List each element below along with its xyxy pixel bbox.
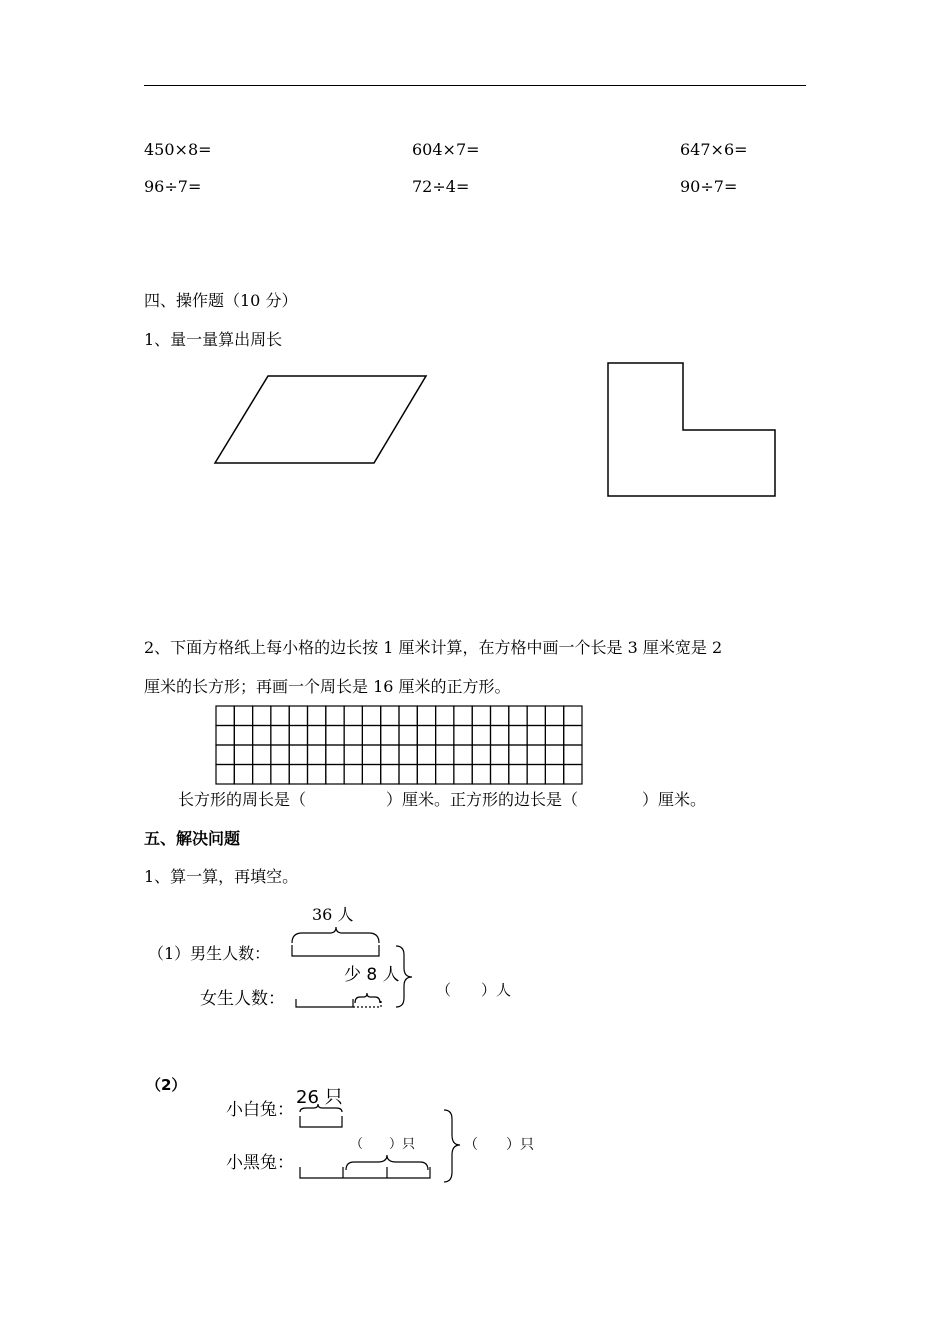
calc-5: 72÷4=: [412, 177, 470, 196]
grid-cell: [308, 745, 326, 765]
grid-cell: [381, 726, 399, 746]
grid-cell: [491, 745, 509, 765]
right-brace-2: [444, 1110, 460, 1182]
grid-cell: [472, 726, 490, 746]
grid-cell: [326, 765, 344, 785]
section4-q1: 1、量一量算出周长: [144, 330, 283, 349]
boys-segment: [292, 945, 379, 956]
grid-cell: [454, 706, 472, 726]
part2-answer: （ ）只: [464, 1137, 534, 1153]
grid-cell: [289, 706, 307, 726]
boys-label: （1）男生人数：: [148, 944, 271, 963]
grid-cell: [216, 706, 234, 726]
grid-cell: [545, 726, 563, 746]
calc-3: 647×6=: [680, 140, 748, 159]
grid-cell: [308, 765, 326, 785]
grid-cell: [399, 726, 417, 746]
grid-cell: [253, 706, 271, 726]
grid-cell: [417, 745, 435, 765]
grid-cell: [472, 706, 490, 726]
grid-cell: [472, 745, 490, 765]
section4-heading: 四、操作题（10 分）: [144, 291, 298, 310]
calc-6: 90÷7=: [680, 177, 738, 196]
grid-cell: [234, 726, 252, 746]
grid-cell: [472, 765, 490, 785]
black-rabbit-label: 小黑兔：: [226, 1153, 294, 1173]
grid-cell: [509, 706, 527, 726]
white-rabbit-count: 26 只: [296, 1087, 343, 1108]
grid-cell: [527, 726, 545, 746]
grid-cell: [436, 706, 454, 726]
grid-cell: [509, 765, 527, 785]
grid-cell: [491, 726, 509, 746]
grid-cell: [491, 706, 509, 726]
less-brace: [355, 993, 380, 1003]
grid-cell: [326, 706, 344, 726]
white-rabbit-label: 小白兔：: [226, 1100, 294, 1120]
calc-2: 604×7=: [412, 140, 480, 159]
grid-cell: [545, 706, 563, 726]
grid-cell: [527, 765, 545, 785]
less-8-label: 少 8 人: [344, 965, 400, 985]
grid-cell: [216, 745, 234, 765]
grid-cell: [271, 706, 289, 726]
black-rabbit-blank: （ ）只: [350, 1137, 416, 1152]
grid-cell: [253, 765, 271, 785]
grid-cell: [344, 726, 362, 746]
grid-cell: [289, 726, 307, 746]
grid-cell: [344, 765, 362, 785]
grid-cell: [564, 765, 582, 785]
grid-cell: [271, 726, 289, 746]
grid-cell: [326, 726, 344, 746]
grid-cell: [527, 706, 545, 726]
grid-cell: [271, 745, 289, 765]
grid-cell: [308, 726, 326, 746]
parallelogram-shape: [215, 376, 426, 463]
grid-cell: [509, 726, 527, 746]
grid-cell: [326, 745, 344, 765]
grid-cell: [417, 726, 435, 746]
grid-cell: [491, 765, 509, 785]
grid-cell: [362, 726, 380, 746]
grid-cell: [253, 726, 271, 746]
total-36-label: 36 人: [312, 905, 354, 924]
grid-cell: [564, 745, 582, 765]
grid-cell: [344, 745, 362, 765]
grid-cell: [216, 726, 234, 746]
grid-cell: [527, 745, 545, 765]
section4-q2-line1: 2、下面方格纸上每小格的边长按 1 厘米计算，在方格中画一个长是 3 厘米宽是 2: [144, 638, 723, 657]
section5-heading: 五、解决问题: [144, 829, 241, 848]
part1-answer: （ ）人: [436, 981, 512, 999]
less-segment: [353, 999, 381, 1007]
grid-cell: [381, 765, 399, 785]
grid-answer-line: 长方形的周长是（ ）厘米。正方形的边长是（ ）厘米。: [178, 790, 707, 809]
grid-cell: [308, 706, 326, 726]
grid-cell: [399, 765, 417, 785]
grid-cell: [436, 745, 454, 765]
grid-cell: [436, 765, 454, 785]
grid-cell: [545, 745, 563, 765]
girls-label: 女生人数：: [200, 989, 285, 1009]
grid-cell: [417, 765, 435, 785]
grid-cell: [381, 745, 399, 765]
grid-cell: [417, 706, 435, 726]
grid-cell: [362, 765, 380, 785]
white-segment: [300, 1116, 342, 1127]
calc-4: 96÷7=: [144, 177, 202, 196]
grid-cell: [454, 765, 472, 785]
part2-number: （2）: [146, 1076, 187, 1094]
grid-cell: [216, 765, 234, 785]
grid-cell: [271, 765, 289, 785]
girls-segment: [296, 999, 353, 1007]
grid-cell: [234, 765, 252, 785]
grid-cell: [564, 726, 582, 746]
grid-cell: [289, 765, 307, 785]
top-brace: [292, 927, 379, 943]
calc-1: 450×8=: [144, 140, 212, 159]
grid-paper: [216, 706, 582, 784]
grid-cell: [399, 745, 417, 765]
grid-cell: [381, 706, 399, 726]
grid-cell: [545, 765, 563, 785]
grid-cell: [234, 745, 252, 765]
grid-cell: [454, 745, 472, 765]
section4-q2-line2: 厘米的长方形；再画一个周长是 16 厘米的正方形。: [144, 677, 511, 696]
grid-cell: [344, 706, 362, 726]
grid-cell: [362, 745, 380, 765]
section5-q1: 1、算一算，再填空。: [144, 867, 299, 886]
grid-cell: [362, 706, 380, 726]
grid-cell: [234, 706, 252, 726]
black-segment: [300, 1167, 430, 1178]
grid-cell: [399, 706, 417, 726]
grid-cell: [564, 706, 582, 726]
grid-cell: [454, 726, 472, 746]
grid-cell: [436, 726, 454, 746]
grid-cell: [289, 745, 307, 765]
grid-cell: [253, 745, 271, 765]
grid-cell: [509, 745, 527, 765]
l-shape: [608, 363, 775, 496]
